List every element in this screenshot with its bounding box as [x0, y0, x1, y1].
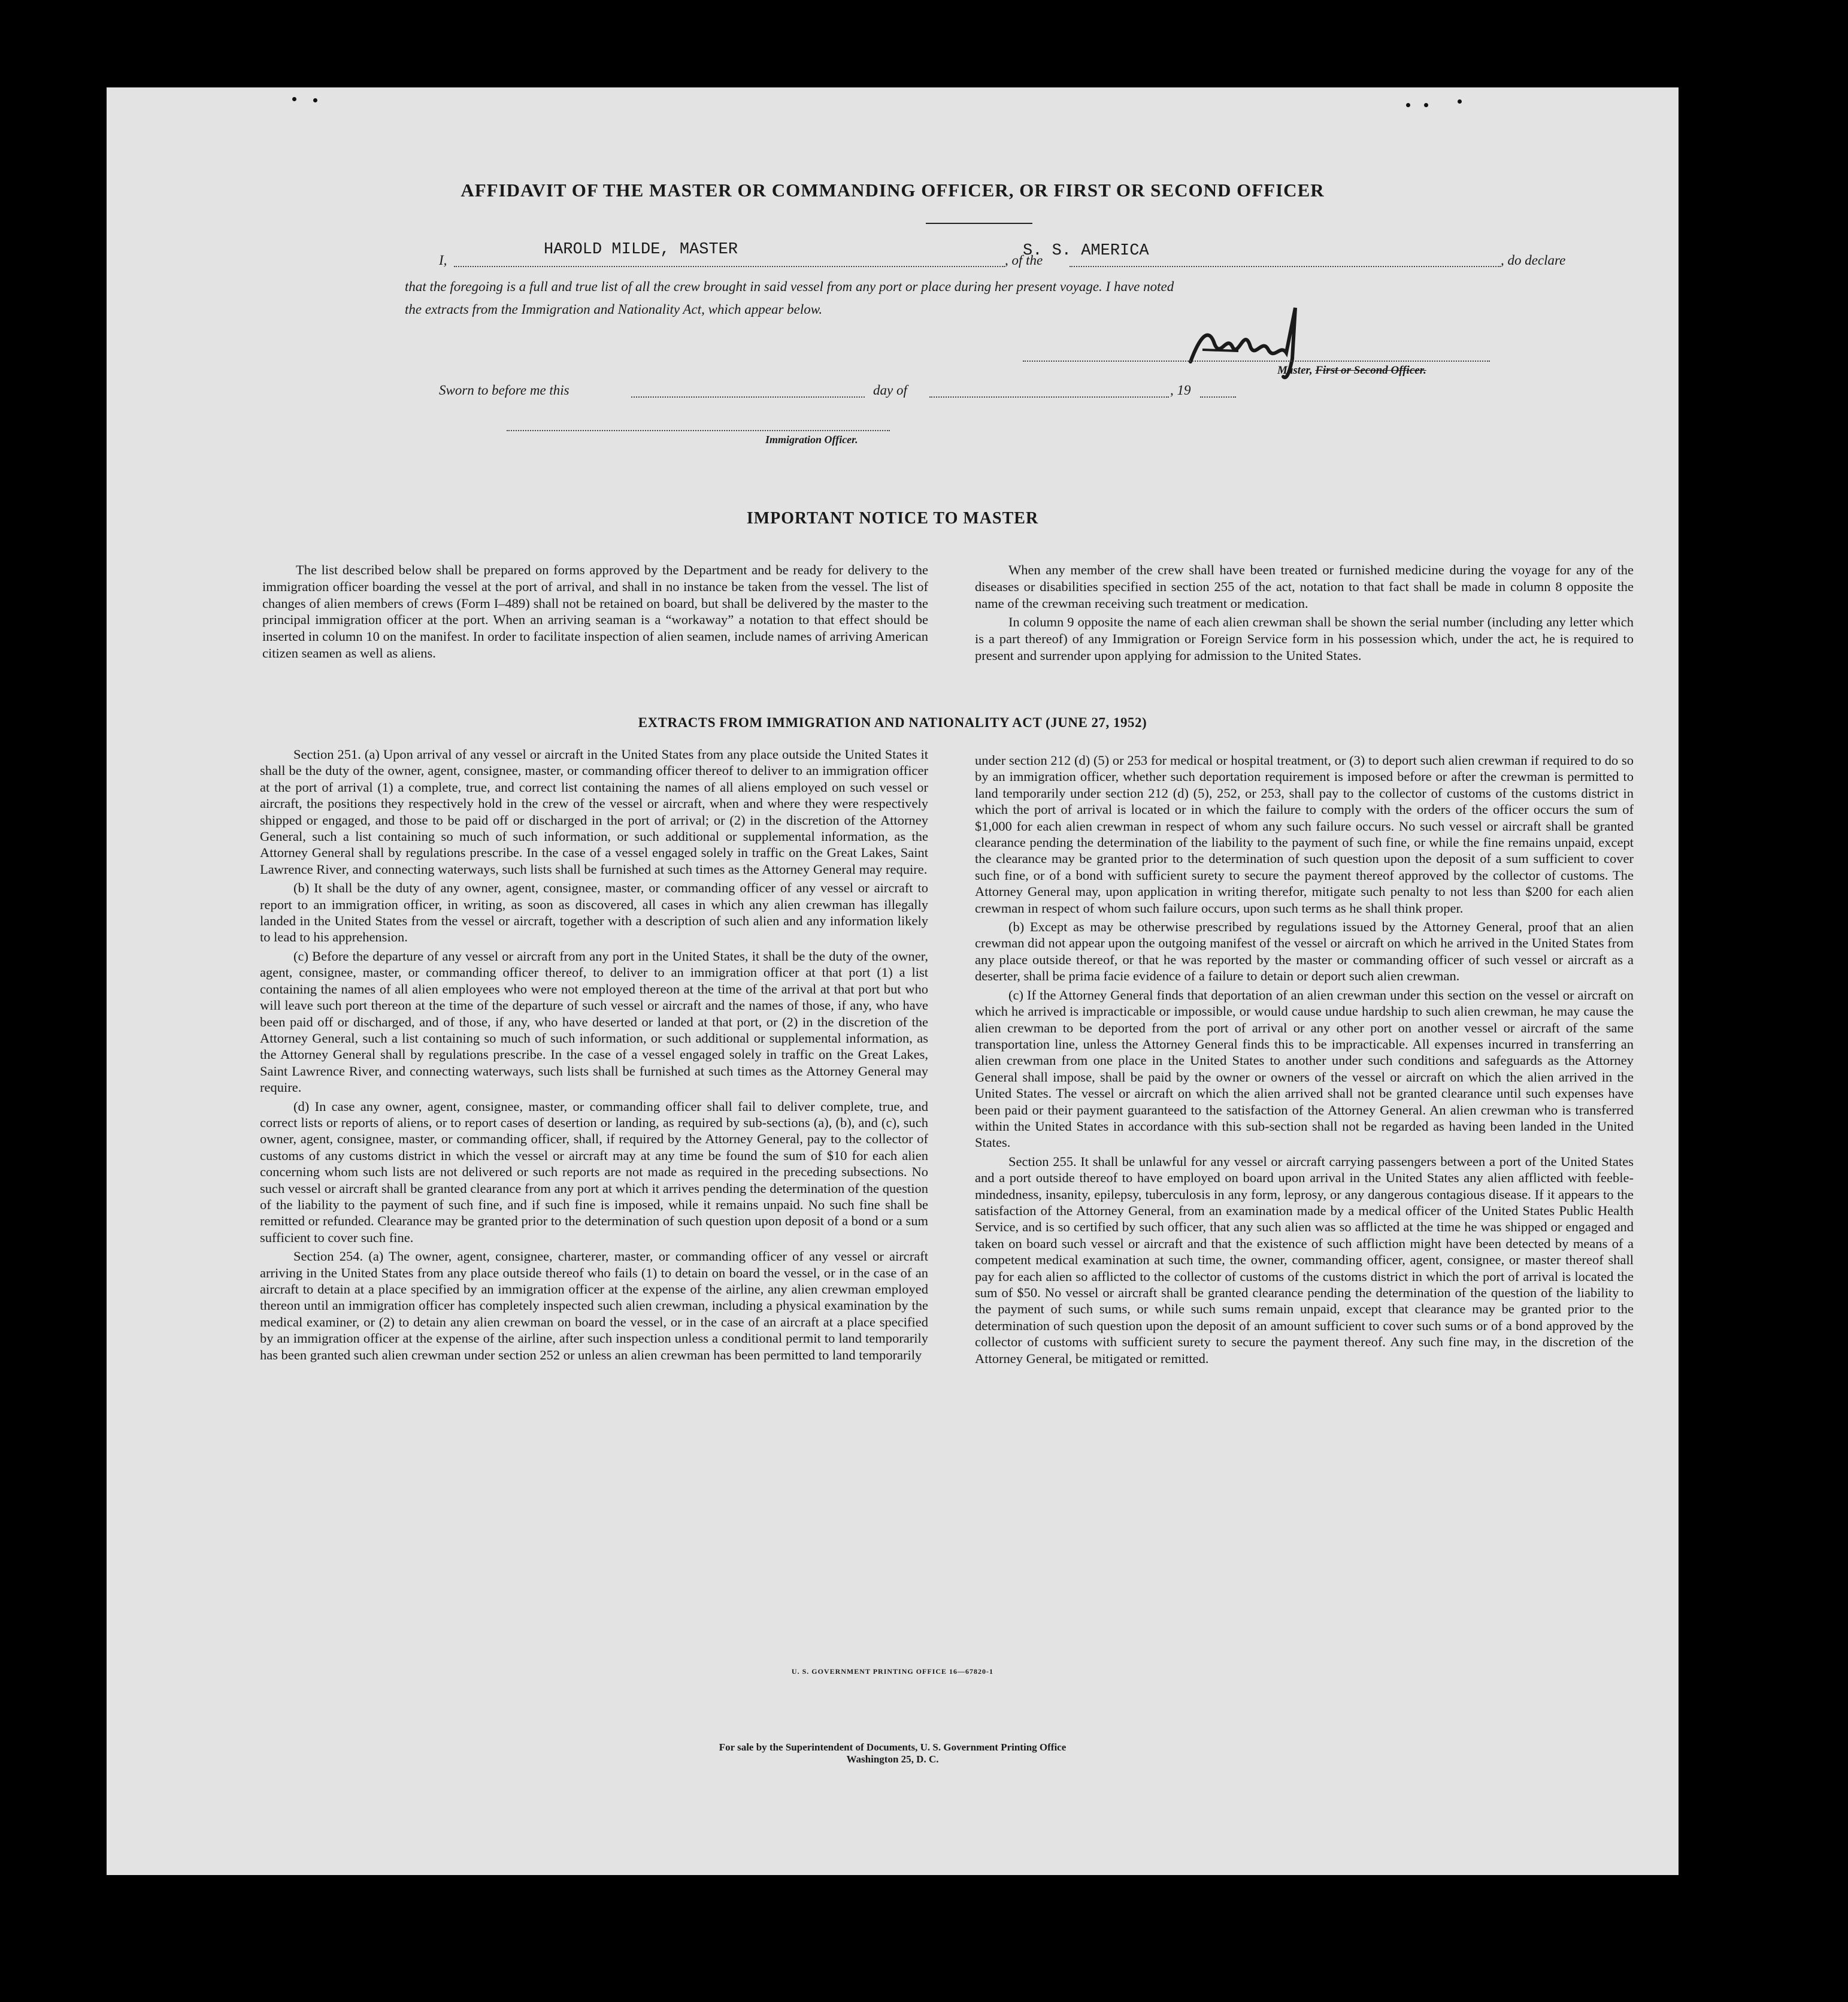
extracts-right-column: [975, 752, 1634, 1369]
struck-officer-label: First or Second Officer.: [1315, 364, 1426, 377]
binder-hole: [1720, 357, 1750, 387]
do-declare-label: , do declare: [1501, 253, 1566, 268]
vessel-name-field[interactable]: S. S. AMERICA: [1023, 242, 1149, 260]
notice-left-column: [262, 562, 928, 664]
signature-line: [1023, 361, 1490, 362]
dust-speck: [1406, 103, 1410, 107]
year-label: , 19: [1170, 383, 1191, 398]
extract-right-paragraph: (b) Except as may be otherwise prescribed by regulations issued by the Attorney General, proof that an alien crewman did not appear upon the outgoing manifest of the vessel or aircraft on which he arrived in the United States from any place outside thereof, or that he was reported by the master or commanding officer of such vessel or aircraft as a deserter, shall be prima facie evidence of a failure to detain or deport such alien crewman.: [975, 919, 1634, 984]
binder-hole: [1720, 263, 1750, 293]
extract-left-paragraph: (d) In case any owner, agent, consignee, master, or commanding officer shall fail to deliver complete, true, and correct lists or reports of aliens, or to report cases of desertion or landing, as required by sub-sections (a), (b), and (c), such owner, agent, consignee, master, or commanding officer, shall, if required by the Attorney General, pay to the collector of customs of any customs district in which the vessel or aircraft may at any time be found the sum of $10 for each alien concerning whom such lists are not delivered or such reports are not made as required in the preceding subsections. No such vessel or aircraft shall be granted clearance from any port at which it arrives pending the determination of the question of the liability to the payment of such fine, and if such fine is imposed, while it remains unpaid. No such fine shall be remitted or refunded. Clearance may be granted prior to the determination of such question upon deposit of a bond or a sum sufficient to cover such fine.: [260, 1098, 928, 1245]
extract-left-paragraph: (c) Before the departure of any vessel or aircraft from any port in the United States, it shall be the duty of the owner, agent, consignee, master, or commanding officer thereof, to deliver to an immigration officer at that port (1) a list containing the names of all alien employees who were not employed thereon at the time of the arrival at that port but who will leave such port thereon at the time of the departure of such vessel or aircraft and the names of those, if any, who have been paid off or discharged, and of those, if any, who have deserted or landed at that port, or (2) in the discretion of the Attorney General, such a list containing so much of such information, or such additional or supplemental information, as the Attorney General shall by regulations prescribe. In the case of a vessel engaged solely in traffic on the Great Lakes, Saint Lawrence River, and connecting waterways, such lists shall be furnished at such times as the Attorney General may require.: [260, 948, 928, 1095]
master-role-label: Master,: [1277, 364, 1313, 377]
binder-hole: [1720, 743, 1750, 773]
extract-right-paragraph: under section 212 (d) (5) or 253 for medical or hospital treatment, or (3) to deport such alien crewman if required to do so by an immigration officer, whether such deportation requirement is imposed before or after the crewman is permitted to land temporarily under section 212 (d) (5), 252, or 253, shall pay to the collector of customs of the customs district in which the port of arrival is located or in which the failure to comply with the orders of the officer occurs the sum of $1,000 for each alien crewman in respect of whom any such failure occurs. No such vessel or aircraft shall be granted clearance pending the determination of the liability to the payment of such fine, or while the fine remains unpaid, except the clearance may be granted prior to the determination of such question upon the deposit of a sum sufficient to cover such fine, or of a bond with sufficient surety to secure the payment thereof approved by the collector of customs. The Attorney General may, upon application in writing therefor, mitigate such penalty to not less than $200 for each alien crewman in respect of whom such failure occurs, upon such terms as he shall think proper.: [975, 753, 1634, 916]
notice-right-paragraph-1: When any member of the crew shall have been treated or furnished medicine during the voyage for any of the diseases or disabilities specified in section 255 of the act, notation to that fact shall be made in column 8 opposite the name of the crewman receiving such treatment or medication.: [975, 562, 1634, 611]
sale-line-1: For sale by the Superintendent of Documents, U. S. Government Printing Office: [719, 1741, 1067, 1753]
form-page: [107, 87, 1679, 1875]
extracts-left-column: [260, 746, 928, 1365]
immigration-officer-line: [507, 430, 890, 431]
extract-right-paragraph: Section 255. It shall be unlawful for any vessel or aircraft carrying passengers between a port of the United States and a port outside thereof to have employed on board upon arrival in the United States any alien afflicted with feeble-mindedness, insanity, epilepsy, tuberculosis in any form, leprosy, or any dangerous contagious disease. If it appears to the satisfaction of the Attorney General, from an examination made by a medical officer of the United States Public Health Service, and is so certified by such officer, that any such alien was so afflicted at the time he was shipped or engaged and taken on board such vessel or aircraft and that the existence of such affliction might have been detected by means of a competent medical examination at such time, the owner, commanding officer, agent, consignee, or master thereof shall pay for each alien so afflicted to the collector of customs of the customs district in which the port of arrival is located the sum of $50. No vessel or aircraft shall be granted clearance pending the determination of the question of the liability to the payment of such sums, or while such sums remain unpaid, except that clearance may be granted prior to the determination of such question upon the deposit of an amount sufficient to cover such sums or of a bond approved by the collector of customs with sufficient surety to secure the payment thereof. Any such fine may, in the discretion of the Attorney General, be mitigated or remitted.: [975, 1153, 1634, 1366]
extract-left-paragraph: Section 251. (a) Upon arrival of any vessel or aircraft in the United States from any place outside the United States it shall be the duty of the owner, agent, consignee, master, or commanding officer thereof to deliver to an immigration officer at the port of arrival (1) a complete, true, and correct list containing the names of all aliens employed on such vessel or aircraft, the positions they respectively hold in the crew of the vessel or aircraft, when and where they were respectively shipped or engaged, and those to be paid off or discharged in the port of arrival; or (2) in the discretion of the Attorney General, such a list containing so much of such information, or such additional or supplemental information, as the Attorney General shall by regulations prescribe. In the case of a vessel engaged solely in traffic on the Great Lakes, Saint Lawrence River, and connecting waterways, such lists shall be furnished at such times as the Attorney General may require.: [260, 747, 928, 877]
year-line: [1200, 396, 1236, 398]
master-name-field[interactable]: HAROLD MILDE, MASTER: [544, 241, 738, 259]
immigration-officer-label: Immigration Officer.: [765, 434, 858, 446]
sworn-day-line: [631, 396, 865, 398]
dust-speck: [292, 97, 296, 101]
extract-left-paragraph: Section 254. (a) The owner, agent, consignee, charterer, master, or commanding officer of any vessel or aircraft arriving in the United States from any place outside thereof who fails (1) to detain on board the vessel, or in the case of an aircraft to detain at a place specified by an immigration officer at the expense of the airline, any alien crewman employed thereon until an immigration officer has completely inspected such alien crewman, including a physical examination by the medical examiner, or (2) to detain any alien crewman on board the vessel, or in the case of an aircraft at a place specified by an immigration officer at the expense of the airline, after such inspection unless a conditional permit to land temporarily has been granted such alien crewman under section 252 or unless an alien crewman has been permitted to land temporarily: [260, 1249, 928, 1362]
title-divider: [926, 223, 1032, 224]
dust-speck: [1458, 99, 1462, 104]
i-label: I,: [439, 253, 447, 268]
month-line: [929, 396, 1169, 398]
of-the-label: , of the: [1005, 253, 1043, 268]
binder-hole: [1720, 1513, 1750, 1543]
name-line: [454, 266, 1005, 267]
dust-speck: [1424, 103, 1428, 107]
extract-right-paragraph: (c) If the Attorney General finds that deportation of an alien crewman under this section on the vessel or aircraft on which he arrived is impracticable or impossible, or would cause undue hardship to such alien crewman, he may cause the alien crewman to be deported from the port of arrival or any other port on another vessel or aircraft of the same transportation line, unless the Attorney General finds this to be impracticable. All expenses incurred in transferring an alien crewman from one place in the United States to another under such conditions and safeguards as the Attorney General shall impose, shall be paid by the owner or owners of the vessel or aircraft on which the alien arrived in the United States. The vessel or aircraft on which the alien arrived shall not be granted clearance until such expenses have been paid or their payment guaranteed to the satisfaction of the Attorney General. An alien crewman who is transferred within the United States in accordance with this sub-section shall not be regarded as having been landed in the United States.: [975, 987, 1634, 1150]
binder-hole: [1720, 1270, 1750, 1300]
declaration-line-1: that the foregoing is a full and true list of all the crew brought in said vessel from any port or place during her present voyage. I have noted: [405, 279, 1174, 294]
notice-title: IMPORTANT NOTICE TO MASTER: [746, 509, 1039, 528]
notice-left-paragraph: The list described below shall be prepared on forms approved by the Department and be ready for delivery to the immigration officer boarding the vessel at the port of arrival, and shall in no instance be taken from the vessel. The list of changes of alien members of crews (Form I–489) shall not be retained on board, but shall be delivered by the master to the principal immigration officer at the port. When an arriving seaman is a “workaway” a notation to that effect should be inserted in column 10 on the manifest. In order to facilitate inspection of alien seamen, include names of arriving American citizen seamen as well as aliens.: [262, 562, 928, 661]
extract-left-paragraph: (b) It shall be the duty of any owner, agent, consignee, master, or commanding officer of any vessel or aircraft to report to an immigration officer, in writing, as soon as discovered, all cases in which any alien crewman has illegally landed in the United States from the vessel or aircraft, together with a description of such alien and any information likely to lead to his apprehension.: [260, 880, 928, 945]
binder-hole: [1720, 1366, 1750, 1396]
day-of-label: day of: [873, 383, 907, 398]
declaration-line-2: the extracts from the Immigration and Nationality Act, which appear below.: [405, 302, 823, 317]
binder-hole: [1720, 1722, 1750, 1752]
extracts-heading: EXTRACTS FROM IMMIGRATION AND NATIONALITY ACT (JUNE 27, 1952): [638, 715, 1147, 730]
notice-right-column: [975, 562, 1634, 667]
notice-right-paragraph-2: In column 9 opposite the name of each alien crewman shall be shown the serial number (including any letter which is a part thereof) of any Immigration or Foreign Service form in his possession which, under the act, he is required to present and surrender upon applying for admission to the United States.: [975, 614, 1634, 663]
dust-speck: [313, 98, 317, 102]
sale-line-2: Washington 25, D. C.: [846, 1753, 939, 1765]
sworn-label: Sworn to before me this: [439, 383, 569, 398]
vessel-line: [1070, 266, 1501, 267]
affidavit-title: AFFIDAVIT OF THE MASTER OR COMMANDING OFFICER, OR FIRST OR SECOND OFFICER: [461, 180, 1325, 201]
printing-office-line: U. S. GOVERNMENT PRINTING OFFICE 16—67820-1: [791, 1667, 994, 1676]
signature-role: [1277, 364, 1426, 377]
